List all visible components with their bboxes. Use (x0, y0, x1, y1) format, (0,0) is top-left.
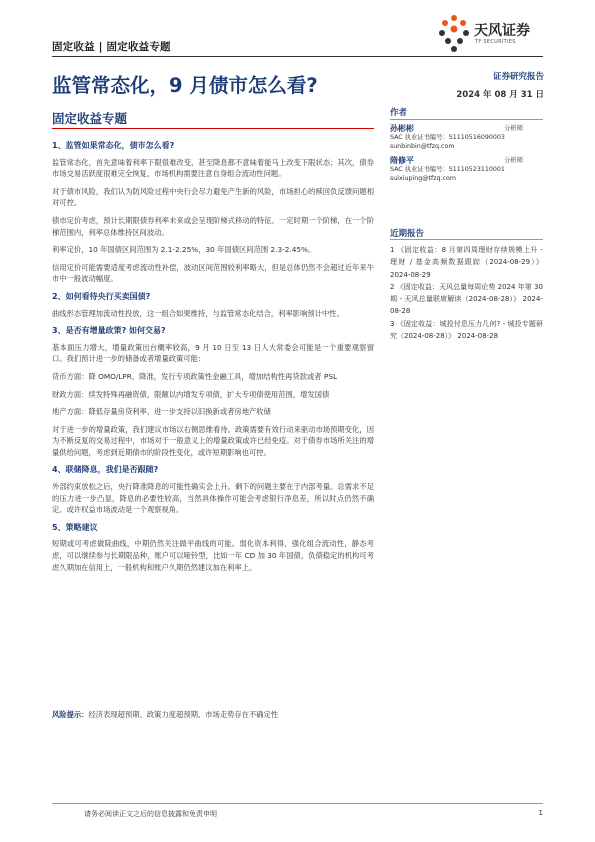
paragraph: 短期或可考虑做陡曲线，中期仍然关注做平曲线的可能。弱化资本利得，强化组合流动性，静态考虑，可以继续参与长期限品种，账户可以哑铃型，比如一年 CD 加 30 年国债，负债稳定的机构可考虑久期加在信用上，一般机构和账户久期仍然建议加在利率上。 (52, 539, 374, 572)
analyst-email[interactable]: sunbinbin@tfzq.com (390, 143, 455, 150)
main-content (52, 140, 374, 579)
analyst-card (390, 156, 543, 183)
paragraph: 外部约束放松之后，央行降准降息的可能性确实会上升。剩下的问题主要在于内部考量。总需求不足的压力进一步凸显，降息的必要性较高，当然具体操作可能会考虑银行净息差，所以时点仍然不确定。或许权益市场波动是一个观察视角。 (52, 482, 374, 515)
section-divider (52, 128, 374, 129)
analyst-role: 分析师 (504, 125, 523, 132)
header-divider (52, 56, 543, 57)
recent-divider (390, 239, 543, 240)
footer-disclaimer: 请务必阅读正文之后的信息披露和免责申明 (84, 810, 217, 818)
paragraph: 基本面压力增大，增量政策出台概率较高，9 月 10 日至 13 日人大常委会可能是一个重要观察窗口。我们预计进一步的储备或者增量政策可能： (52, 342, 374, 364)
recent-report-item[interactable]: 1 《固定收益：8 月第四周理财存续规模上升 - 理财 / 基金高频数据跟踪（2024-08-29）》 2024-08-29 (390, 246, 543, 279)
analyst-card (390, 124, 543, 151)
recent-report-item[interactable]: 2 《固定收益：天风总量每周论势 2024 年第 30 期 - 天风总量联席解读（2024-08-28）》 2024-08-28 (390, 282, 543, 316)
analyst-email[interactable]: suixiuping@tfzq.com (390, 175, 456, 182)
authors-divider (390, 119, 543, 120)
analyst-cert: SAC 执业证书编号：S1110523110001 (390, 166, 505, 173)
heading-5: 5、策略建议 (52, 522, 98, 532)
paragraph: 对于债市风险，我们认为防风险过程中央行会尽力避免产生新的风险，市场担心的赎回负反馈问题相对可控。 (52, 186, 374, 208)
paragraph: 曲线形态管理加流动性投放，这一组合如果维持，与监管常态化结合，利率影响预计中性。 (52, 308, 344, 318)
heading-3: 3、是否有增量政策? 如何交易? (52, 326, 166, 336)
authors-heading: 作者 (390, 108, 408, 118)
logo-text: 天风证券 (474, 23, 530, 39)
tf-logo-icon (436, 14, 472, 54)
paragraph: 对于进一步的增量政策，我们建议市场以右侧思维看待。政策需要有效行动来驱动市场预期变化，因为不断反复的交易过程中，市场对于一般意义上的增量政策或许已经免疫。对于债券市场所关注的增量供给问题，考虑到近期债市的阶段性变化，或许短期影响也可控。 (52, 424, 374, 457)
footer-divider (52, 803, 543, 804)
analyst-role: 分析师 (504, 157, 523, 164)
risk-text: 经济表现超预期、政策力度超预期、市场走势存在不确定性 (88, 710, 279, 719)
risk-label: 风险提示： (52, 710, 89, 719)
recent-reports-heading: 近期报告 (390, 229, 425, 239)
report-category: 固定收益 | 固定收益专题 (52, 41, 171, 53)
paragraph: 地产方面：降低存量房贷利率、进一步支持以旧换新或者房地产收储 (52, 407, 271, 417)
report-title: 监管常态化，9 月债市怎么看? (52, 74, 318, 97)
heading-2: 2、如何看待央行买卖国债? (52, 291, 151, 301)
section-label-text: 固定收益专题 (52, 111, 128, 126)
recent-reports-list (390, 244, 543, 342)
paragraph: 利率定价，10 年国债区间范围为 2.1-2.25%，30 年国债区间范围 2.3-2.45%。 (52, 245, 316, 255)
section-label (52, 108, 374, 128)
page-number: 1 (538, 809, 543, 817)
heading-1: 1、监管如果常态化，债市怎么看? (52, 141, 175, 150)
paragraph: 监管常态化，首先意味着利率下限很难改变，甚至降息都不意味着能马上改变下限状态；其次，债券市场交易活跃度很难完全恢复，市场机构需要注意自身组合流动性问题。 (52, 157, 374, 179)
paragraph: 货币方面：降 OMO/LPR，降准，发行专项政策性金融工具，增加结构性再贷款或者 PSL (52, 371, 338, 381)
paragraph: 财政方面：续发特殊再融资债，限额以内增发专项债，扩大专项债使用范围，增发国债 (52, 389, 330, 399)
analyst-cert: SAC 执业证书编号：S1110516090003 (390, 134, 505, 141)
paragraph: 债市定价考虑，预计长期限债券利率未来或会呈现阶梯式移动的特征。一定时期一个阶梯，在一个阶梯范围内，利率总体维持区间波动。 (52, 215, 374, 237)
risk-warning (52, 710, 374, 720)
analyst-name: 孙彬彬 (390, 124, 414, 133)
recent-report-item[interactable]: 3 《固定收益：城投付息压力几何? - 城投专题研究（2024-08-28）》 2024-08-28 (390, 319, 543, 341)
analyst-name: 隋修平 (390, 156, 414, 165)
report-type: 证券研究报告 (492, 72, 544, 82)
logo-subtext: TF SECURITIES (475, 39, 516, 45)
heading-4: 4、联储降息，我们是否跟随? (52, 465, 159, 475)
report-date: 2024 年 08 月 31 日 (456, 90, 544, 100)
paragraph: 信用定价可能需要适度考虑流动性补偿，波动区间范围较利率略大，但是总体仍然不会超过近年来牛市中一般波动幅度。 (52, 262, 374, 284)
